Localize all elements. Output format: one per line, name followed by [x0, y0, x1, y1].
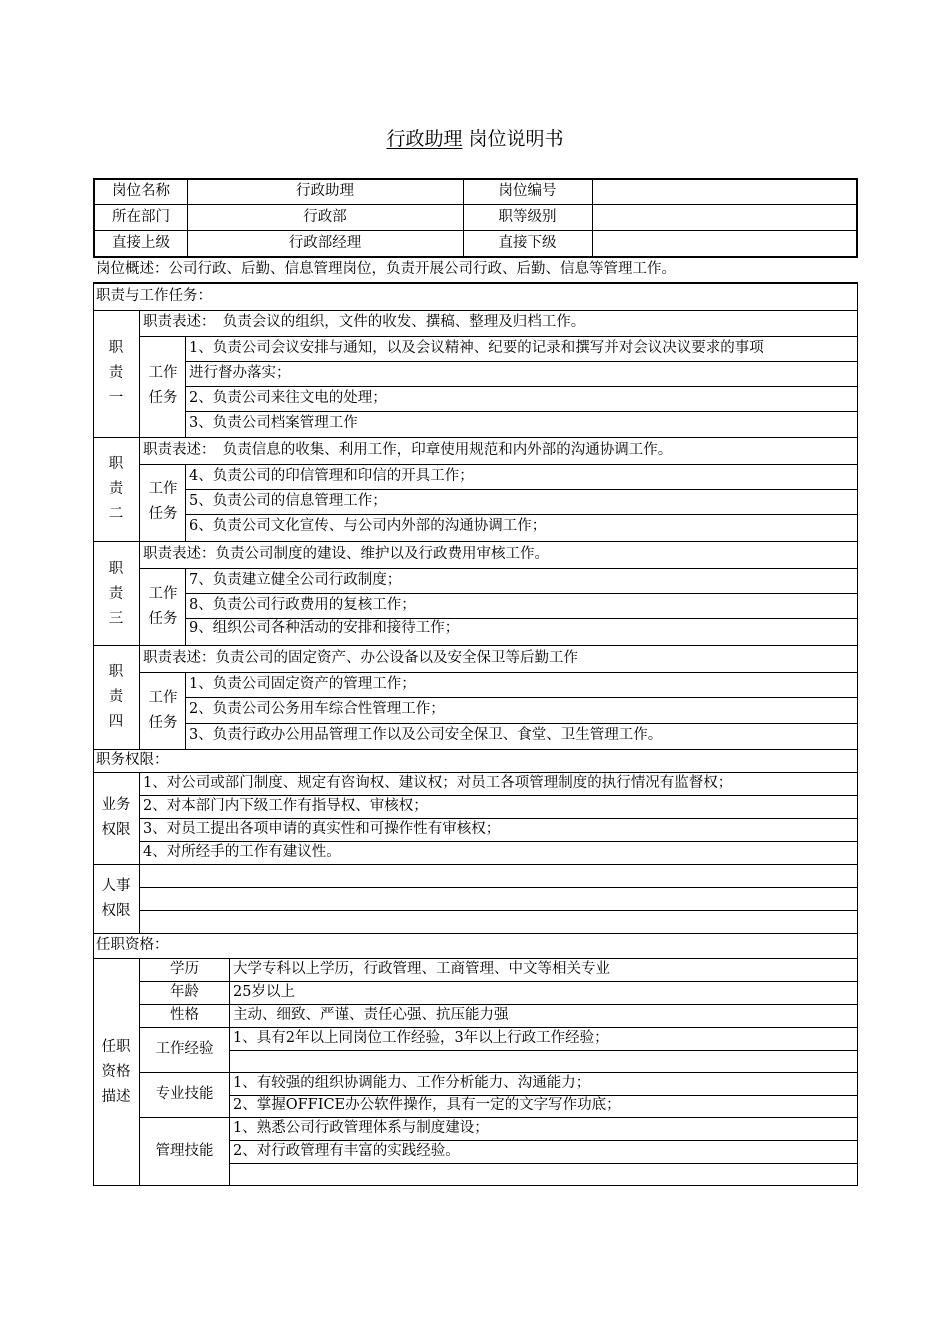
h-rule — [185, 723, 858, 724]
h-rule — [185, 489, 858, 490]
label-grade: 职等级别 — [498, 208, 557, 225]
h-rule — [229, 1095, 858, 1096]
duty-2-task: 5、负责公司的信息管理工作； — [189, 492, 387, 509]
qual-row-name: 管理技能 — [155, 1142, 214, 1159]
qual-row-value: 25岁以上 — [233, 984, 295, 1001]
job-description-table — [93, 178, 858, 1186]
h-rule — [93, 178, 858, 180]
label-superior: 直接上级 — [112, 234, 170, 251]
qual-row-name: 专业技能 — [155, 1086, 214, 1103]
label-position-number: 岗位编号 — [498, 183, 557, 200]
h-rule — [93, 933, 858, 934]
h-rule — [139, 981, 858, 982]
business-authority-item: 2、对本部门内下级工作有指导权、审核权； — [143, 797, 428, 814]
duty-3-task: 7、负责建立健全公司行政制度； — [189, 571, 402, 588]
duties-section-title: 职责与工作任务： — [96, 288, 212, 305]
h-rule — [93, 282, 858, 284]
duty-4-desc: 职责表述：负责公司的固定资产、办公设备以及安全保卫等后勤工作 — [143, 650, 578, 667]
qual-row-value: 2、掌握OFFICE办公软件操作，具有一定的文字写作功底； — [233, 1097, 621, 1114]
h-rule — [93, 1185, 858, 1186]
business-authority-item: 1、对公司或部门制度、规定有咨询权、建议权；对员工各项管理制度的执行情况有监督权； — [143, 774, 733, 791]
duty-1-task: 1、负责公司会议安排与通知，以及会议精神、纪要的记录和撰写并对会议决议要求的事项 — [189, 339, 764, 356]
h-rule — [93, 749, 858, 750]
duty-2-desc: 职责表述： 负责信息的收集、利用工作，印章使用规范和内外部的沟通协调工作。 — [143, 442, 673, 459]
label-subordinate: 直接下级 — [498, 234, 557, 251]
h-rule — [139, 672, 858, 673]
v-rule — [93, 282, 94, 1186]
h-rule — [139, 1027, 858, 1028]
qual-row-value: 大学专科以上学历，行政管理、工商管理、中文等相关专业 — [233, 961, 610, 978]
h-rule — [139, 1072, 858, 1073]
v-rule — [185, 672, 186, 749]
qualification-section-title: 任职资格： — [96, 937, 169, 954]
h-rule — [93, 864, 858, 865]
h-rule — [229, 1140, 858, 1141]
qual-row-value: 1、具有2年以上同岗位工作经验，3年以上行政工作经验； — [233, 1030, 609, 1047]
v-rule — [463, 180, 464, 256]
qual-row-value: 2、对行政管理有丰富的实践经验。 — [233, 1142, 460, 1159]
duty-1-label: 职 责 一 — [108, 339, 124, 406]
duty-1-desc: 职责表述： 负责会议的组织，文件的收发、撰稿、整理及归档工作。 — [143, 314, 586, 331]
qual-row-value: 1、熟悉公司行政管理体系与制度建设； — [233, 1119, 489, 1136]
duty-4-task: 1、负责公司固定资产的管理工作； — [189, 675, 416, 692]
v-rule — [856, 178, 858, 258]
h-rule — [139, 464, 858, 465]
h-rule — [139, 1117, 858, 1118]
label-department: 所在部门 — [112, 208, 170, 225]
value-department: 行政部 — [303, 208, 347, 225]
h-rule — [139, 568, 858, 569]
duty-2-task: 6、负责公司文化宣传、与公司内外部的沟通协调工作； — [189, 518, 547, 535]
duty-2-label: 职 责 二 — [108, 455, 124, 522]
value-superior: 行政部经理 — [288, 234, 362, 251]
h-rule — [93, 437, 858, 438]
h-rule — [185, 514, 858, 515]
v-rule — [139, 541, 140, 645]
v-rule — [139, 310, 140, 437]
h-rule — [139, 795, 858, 796]
business-authority-item: 3、对员工提出各项申请的真实性和可操作性有审核权； — [143, 820, 501, 837]
h-rule — [185, 697, 858, 698]
duty-4-task: 3、负责行政办公用品管理工作以及公司安全保卫、食堂、卫生管理工作。 — [189, 727, 663, 744]
duty-3-label: 职 责 三 — [108, 560, 124, 627]
value-grade — [592, 205, 856, 230]
duty-4-task: 2、负责公司公务用车综合性管理工作； — [189, 701, 445, 718]
business-authority-item: 4、对所经手的工作有建议性。 — [143, 843, 341, 860]
v-rule — [185, 464, 186, 541]
h-rule — [95, 230, 856, 231]
duty-3-task: 8、负责公司行政费用的复核工作； — [189, 596, 416, 613]
duty-4-label: 职 责 四 — [108, 664, 124, 730]
authority-section-title: 职务权限： — [96, 752, 169, 769]
h-rule — [185, 361, 858, 362]
v-rule — [592, 180, 593, 256]
qual-row-value — [230, 1050, 858, 1072]
h-rule — [229, 1163, 858, 1164]
qual-row-name: 年龄 — [170, 984, 199, 1001]
business-authority-label: 业务 权限 — [101, 797, 131, 838]
h-rule — [185, 386, 858, 387]
page-title — [0, 124, 950, 151]
qual-row-value: 主动、细致、严谨、责任心强、抗压能力强 — [233, 1007, 509, 1024]
h-rule — [139, 818, 858, 819]
duty-1-task: 进行督办落实； — [189, 364, 291, 381]
h-rule — [185, 618, 858, 619]
v-rule — [185, 568, 186, 645]
v-rule — [139, 437, 140, 541]
duty-3-task-label: 工作 任务 — [148, 586, 178, 627]
h-rule — [185, 411, 858, 412]
duty-1-task: 2、负责公司来往文电的处理； — [189, 389, 387, 406]
h-rule — [95, 204, 856, 205]
qual-row-name: 工作经验 — [155, 1041, 214, 1058]
position-overview: 岗位概述：公司行政、后勤、信息管理岗位，负责开展公司行政、后勤、信息等管理工作。 — [96, 261, 676, 278]
h-rule — [93, 256, 858, 258]
v-rule — [187, 180, 188, 256]
h-rule — [139, 1004, 858, 1005]
duty-1-task-label: 工作 任务 — [148, 365, 178, 406]
hr-authority-label: 人事 权限 — [101, 877, 131, 919]
v-rule — [139, 772, 140, 933]
h-rule — [139, 841, 858, 842]
qual-row-name: 学历 — [170, 961, 199, 978]
duty-3-desc: 职责表述：负责公司制度的建设、维护以及行政费用审核工作。 — [143, 546, 549, 563]
duty-2-task: 4、负责公司的印信管理和印信的开具工作； — [189, 467, 474, 484]
label-position-name: 岗位名称 — [112, 183, 170, 200]
h-rule — [139, 887, 858, 888]
duty-2-task-label: 工作 任务 — [148, 481, 178, 522]
h-rule — [229, 1050, 858, 1051]
qual-row-value — [230, 1163, 858, 1186]
title-doc-type: 岗位说明书 — [468, 128, 564, 150]
h-rule — [185, 593, 858, 594]
duty-3-task: 9、组织公司各种活动的安排和接待工作； — [189, 619, 460, 636]
value-position-number — [592, 180, 856, 204]
h-rule — [139, 336, 858, 337]
h-rule — [93, 541, 858, 542]
h-rule — [93, 958, 858, 959]
duty-4-task-label: 工作 任务 — [148, 689, 178, 731]
title-position-name: 行政助理 — [386, 128, 463, 150]
duty-1-task: 3、负责公司档案管理工作 — [189, 414, 358, 431]
h-rule — [93, 645, 858, 646]
h-rule — [139, 910, 858, 911]
value-subordinate — [592, 231, 856, 256]
h-rule — [93, 772, 858, 773]
value-position-name: 行政助理 — [296, 183, 354, 200]
qual-row-name: 性格 — [170, 1007, 199, 1024]
h-rule — [93, 310, 858, 311]
v-rule — [93, 178, 95, 258]
v-rule — [139, 645, 140, 749]
qualification-label: 任职 资格 描述 — [101, 1039, 131, 1105]
qual-row-value: 1、有较强的组织协调能力、工作分析能力、沟通能力； — [233, 1075, 591, 1092]
